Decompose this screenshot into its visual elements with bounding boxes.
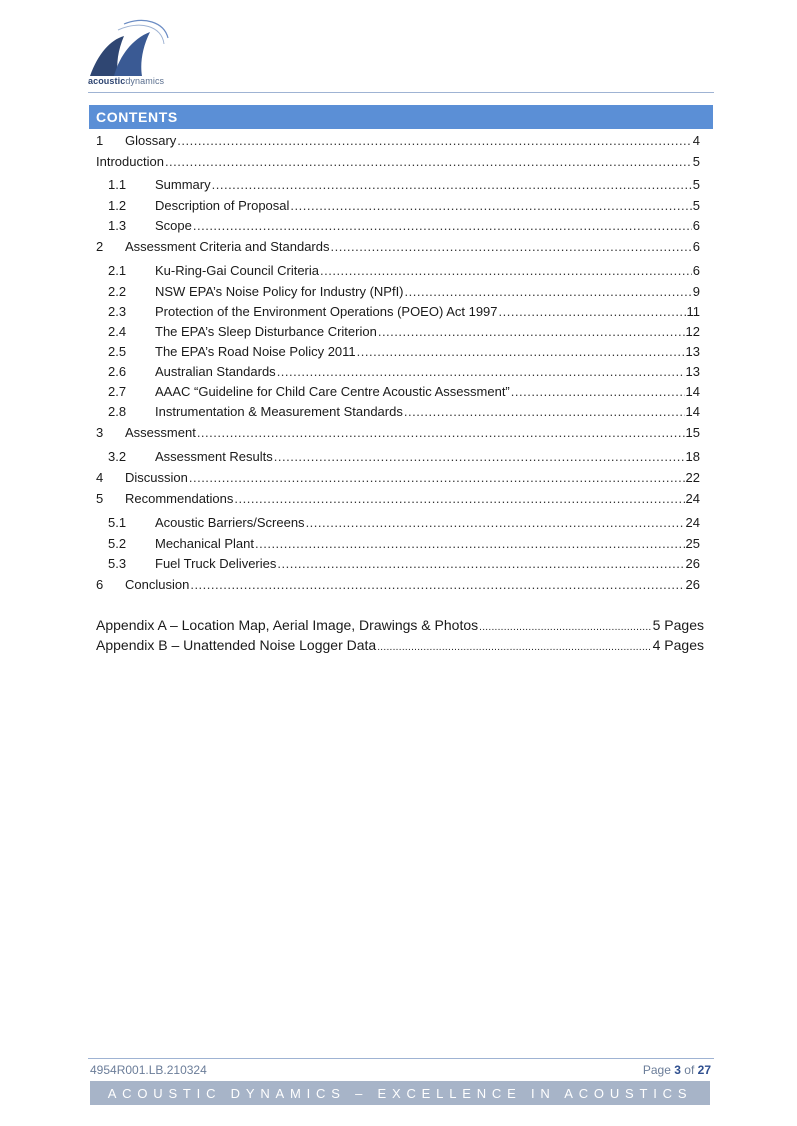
toc-entry-number: 5.1 xyxy=(108,515,127,530)
toc-entry[interactable] xyxy=(96,262,700,280)
toc-entry-page: 9 xyxy=(692,284,700,299)
toc-entry-title: Assessment xyxy=(125,425,196,440)
toc-entry-number: 6 xyxy=(96,577,104,592)
toc-entry-number: 2.6 xyxy=(108,364,127,379)
toc-entry[interactable] xyxy=(96,448,700,466)
toc-entry-title: Acoustic Barriers/Screens xyxy=(155,515,305,530)
toc-entry-number: 3 xyxy=(96,425,104,440)
toc-entry-title: The EPA’s Road Noise Policy 2011 xyxy=(155,344,356,359)
toc-entry-title: Introduction xyxy=(96,154,164,169)
toc-entry-number: 1.2 xyxy=(108,198,127,213)
toc-entry-page: 5 xyxy=(692,177,700,192)
toc-entry[interactable] xyxy=(96,403,700,421)
toc-entry-page: 26 xyxy=(685,556,700,571)
toc-entry-page: 26 xyxy=(685,577,700,592)
header-divider xyxy=(88,92,714,93)
footer-slogan: ACOUSTIC DYNAMICS – EXCELLENCE IN ACOUSTICS xyxy=(107,1085,693,1101)
toc-entry-title: Description of Proposal xyxy=(155,198,290,213)
toc-entry[interactable] xyxy=(96,303,700,321)
contents-heading-bar xyxy=(89,105,713,129)
toc-leader-dots xyxy=(274,448,685,466)
toc-entry[interactable] xyxy=(96,555,700,573)
appendix-entry[interactable] xyxy=(96,615,704,635)
toc-entry-number: 2.7 xyxy=(108,384,127,399)
toc-entry[interactable] xyxy=(96,153,700,171)
footer-slogan-bar xyxy=(90,1081,710,1105)
toc-entry[interactable] xyxy=(96,197,700,215)
toc-entry-number: 2.4 xyxy=(108,324,127,339)
toc-entry-title: Assessment Criteria and Standards xyxy=(125,239,330,254)
toc-entry-title: Fuel Truck Deliveries xyxy=(155,556,277,571)
toc-entry[interactable] xyxy=(96,283,700,301)
toc-entry-title: Instrumentation & Measurement Standards xyxy=(155,404,403,419)
toc-entry-page: 6 xyxy=(692,218,700,233)
toc-leader-dots xyxy=(405,283,692,301)
toc-leader-dots xyxy=(193,217,692,235)
toc-leader-dots xyxy=(177,132,691,150)
toc-leader-dots xyxy=(290,197,691,215)
toc-entry-title: Scope xyxy=(155,218,192,233)
logo-wordmark: acousticdynamics xyxy=(88,76,165,86)
toc-entry-title: Australian Standards xyxy=(155,364,276,379)
toc-entry-title: AAAC “Guideline for Child Care Centre Acoustic Assessment” xyxy=(155,384,510,399)
document-reference: 4954R001.LB.210324 xyxy=(90,1063,207,1077)
toc-leader-dots xyxy=(378,323,685,341)
toc-entry-title: The EPA’s Sleep Disturbance Criterion xyxy=(155,324,377,339)
toc-entry-page: 13 xyxy=(685,364,700,379)
toc-entry-title: Assessment Results xyxy=(155,449,273,464)
toc-leader-dots xyxy=(511,383,685,401)
toc-leader-dots xyxy=(306,514,685,532)
appendix-entry[interactable] xyxy=(96,635,704,655)
toc-entry-title: Summary xyxy=(155,177,211,192)
toc-entry-page: 24 xyxy=(685,515,700,530)
toc-entry-number: 1.1 xyxy=(108,177,127,192)
toc-entry-page: 25 xyxy=(685,536,700,551)
appendix-page-count: 4 Pages xyxy=(652,637,704,653)
toc-entry-page: 6 xyxy=(692,263,700,278)
toc-entry-page: 18 xyxy=(685,449,700,464)
toc-entry[interactable] xyxy=(96,424,700,442)
toc-entry-number: 3.2 xyxy=(108,449,127,464)
toc-entry-number: 5.3 xyxy=(108,556,127,571)
toc-leader-dots xyxy=(499,303,686,321)
toc-leader-dots xyxy=(404,403,685,421)
toc-entry-page: 4 xyxy=(692,133,700,148)
appendix-page-count: 5 Pages xyxy=(652,617,704,633)
toc-entry-number: 4 xyxy=(96,470,104,485)
toc-leader-dots xyxy=(330,238,691,256)
toc-entry[interactable] xyxy=(96,217,700,235)
toc-entry-number: 5 xyxy=(96,491,104,506)
toc-entry[interactable] xyxy=(96,383,700,401)
toc-entry-number: 1 xyxy=(96,133,104,148)
toc-leader-dots xyxy=(277,363,685,381)
toc-leader-dots xyxy=(357,343,685,361)
toc-entry-number: 2.8 xyxy=(108,404,127,419)
toc-entry[interactable] xyxy=(96,132,700,150)
toc-entry-page: 5 xyxy=(692,154,700,169)
toc-entry-page: 22 xyxy=(685,470,700,485)
toc-entry-title: Protection of the Environment Operations (POEO) Act 1997 xyxy=(155,304,498,319)
toc-entry[interactable] xyxy=(96,469,700,487)
toc-entry[interactable] xyxy=(96,176,700,194)
toc-entry-number: 5.2 xyxy=(108,536,127,551)
toc-entry-title: Ku-Ring-Gai Council Criteria xyxy=(155,263,319,278)
toc-entry-page: 14 xyxy=(685,384,700,399)
toc-entry-title: Recommendations xyxy=(125,491,234,506)
toc-entry[interactable] xyxy=(96,576,700,594)
toc-leader-dots xyxy=(190,576,684,594)
toc-leader-dots xyxy=(255,535,685,553)
toc-entry-page: 12 xyxy=(685,324,700,339)
toc-entry[interactable] xyxy=(96,514,700,532)
toc-entry-number: 1.3 xyxy=(108,218,127,233)
toc-entry-page: 6 xyxy=(692,239,700,254)
page-number: Page 3 of 27 xyxy=(642,1063,711,1077)
toc-leader-dots xyxy=(277,555,684,573)
toc-entry-title: Conclusion xyxy=(125,577,190,592)
toc-entry-number: 2.1 xyxy=(108,263,127,278)
toc-leader-dots xyxy=(189,469,685,487)
appendix-title: Appendix A – Location Map, Aerial Image, Drawings & Photos xyxy=(96,617,479,633)
appendix-title: Appendix B – Unattended Noise Logger Data xyxy=(96,637,377,653)
toc-entry[interactable] xyxy=(96,323,700,341)
toc-entry[interactable] xyxy=(96,490,700,508)
toc-leader-dots xyxy=(165,153,692,171)
toc-entry[interactable] xyxy=(96,343,700,361)
toc-leader-dots xyxy=(234,490,684,508)
toc-leader-dots xyxy=(197,424,685,442)
toc-entry-number: 2 xyxy=(96,239,104,254)
appendix-leader-dots xyxy=(377,638,651,658)
toc-entry-page: 24 xyxy=(685,491,700,506)
toc-entry-page: 14 xyxy=(685,404,700,419)
toc-entry-page: 5 xyxy=(692,198,700,213)
toc-entry-title: Mechanical Plant xyxy=(155,536,254,551)
toc-entry-number: 2.2 xyxy=(108,284,127,299)
toc-entry-page: 11 xyxy=(686,304,700,319)
toc-entry[interactable] xyxy=(96,535,700,553)
toc-entry-page: 15 xyxy=(685,425,700,440)
toc-entry-number: 2.3 xyxy=(108,304,127,319)
toc-entry-title: Glossary xyxy=(125,133,177,148)
toc-entry-number: 2.5 xyxy=(108,344,127,359)
toc-entry-title: Discussion xyxy=(125,470,188,485)
toc-entry-page: 13 xyxy=(685,344,700,359)
footer-divider xyxy=(88,1058,714,1059)
toc-entry-title: NSW EPA’s Noise Policy for Industry (NPfI) xyxy=(155,284,404,299)
toc-entry[interactable] xyxy=(96,363,700,381)
contents-title: CONTENTS xyxy=(96,109,178,125)
toc-leader-dots xyxy=(212,176,692,194)
toc-entry[interactable] xyxy=(96,238,700,256)
toc-leader-dots xyxy=(320,262,692,280)
